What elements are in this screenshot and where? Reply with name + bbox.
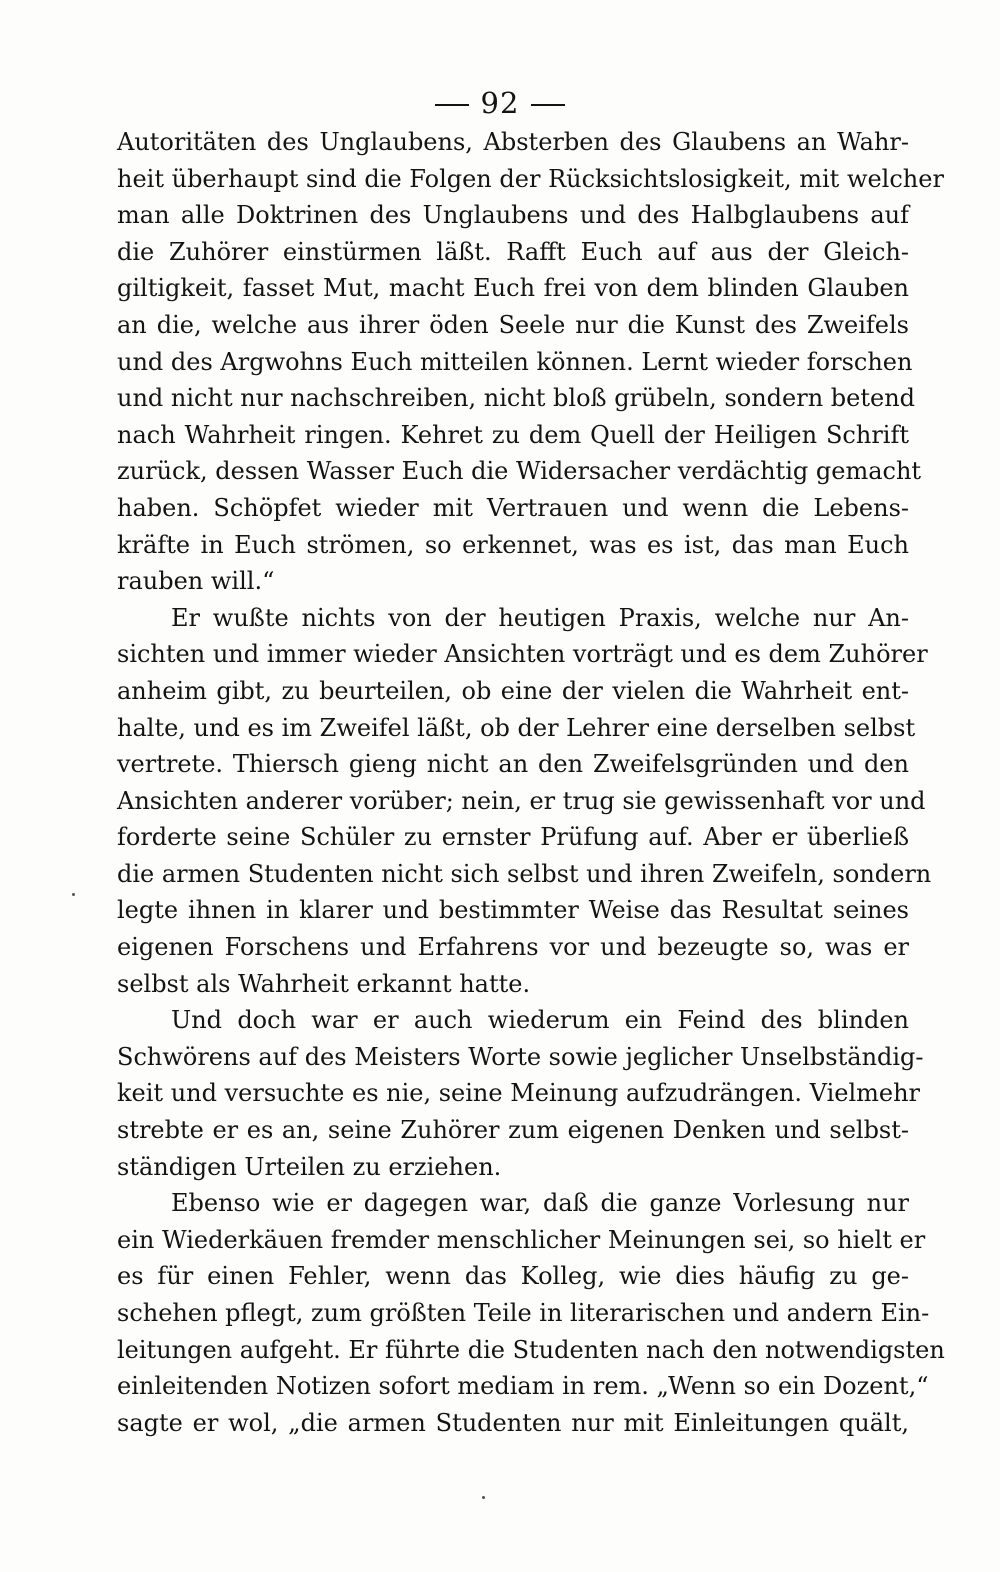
text-line: nach Wahrheit ringen. Kehret zu dem Quell der Heiligen Schrift	[117, 420, 909, 449]
body-text	[117, 124, 945, 1441]
paragraph-1	[117, 124, 944, 600]
text-line: einleitenden Notizen sofort mediam in rem. „Wenn so ein Dozent,“	[117, 1372, 929, 1401]
text-line: Und doch war er auch wiederum ein Feind des blinden	[171, 1006, 909, 1035]
paragraph-4	[117, 1185, 945, 1441]
text-line: Er wußte nichts von der heutigen Praxis, welche nur An-	[171, 603, 909, 632]
text-line: die Zuhörer einstürmen läßt. Rafft Euch auf aus der Gleich-	[117, 237, 909, 266]
text-line: legte ihnen in klarer und bestimmter Weise das Resultat seines	[117, 896, 909, 925]
text-line: keit und versuchte es nie, seine Meinung aufzudrängen. Vielmehr	[117, 1079, 921, 1108]
page-number-dash-left	[435, 104, 469, 106]
text-line: sagte er wol, „die armen Studenten nur mit Einleitungen quält,	[117, 1408, 909, 1437]
text-line: an die, welche aus ihrer öden Seele nur die Kunst des Zweifels	[117, 310, 909, 339]
page-number-text: 92	[480, 86, 520, 120]
text-line: heit überhaupt sind die Folgen der Rücksichtslosigkeit, mit welcher	[117, 164, 944, 193]
text-line: halte, und es im Zweifel läßt, ob der Lehrer eine derselben selbst	[117, 713, 916, 742]
text-line: selbst als Wahrheit erkannt hatte.	[117, 969, 531, 998]
text-line: Ansichten anderer vorüber; nein, er trug sie gewissenhaft vor und	[117, 786, 926, 815]
text-line: ein Wiederkäuen fremder menschlicher Meinungen sei, so hielt er	[117, 1225, 926, 1254]
text-line: Schwörens auf des Meisters Worte sowie jeglicher Unselbständig-	[117, 1042, 924, 1071]
text-line: rauben will.“	[117, 567, 275, 596]
text-line: kräfte in Euch strömen, so erkennet, was es ist, das man Euch	[117, 530, 909, 559]
text-line: ständigen Urteilen zu erziehen.	[117, 1152, 502, 1181]
text-line: anheim gibt, zu beurteilen, ob eine der vielen die Wahrheit ent-	[117, 676, 909, 705]
paragraph-2	[117, 600, 932, 1003]
paper-speck	[482, 1496, 485, 1499]
text-line: Ebenso wie er dagegen war, daß die ganze Vorlesung nur	[171, 1189, 909, 1218]
text-line: eigenen Forschens und Erfahrens vor und bezeugte so, was er	[117, 933, 909, 962]
text-line: strebte er es an, seine Zuhörer zum eigenen Denken und selbst-	[117, 1116, 909, 1145]
text-line: es für einen Fehler, wenn das Kolleg, wie dies häufig zu ge-	[117, 1262, 909, 1291]
text-line: die armen Studenten nicht sich selbst und ihren Zweifeln, sondern	[117, 859, 932, 888]
text-line: Autoritäten des Unglaubens, Absterben des Glaubens an Wahr-	[117, 128, 909, 156]
text-line: und des Argwohns Euch mitteilen können. Lernt wieder forschen	[117, 347, 913, 376]
text-line: vertrete. Thiersch gieng nicht an den Zweifelsgründen und den	[117, 750, 909, 779]
text-line: haben. Schöpfet wieder mit Vertrauen und wenn die Lebens-	[117, 493, 909, 522]
text-line: schehen pflegt, zum größten Teile in literarischen und andern Ein-	[117, 1299, 930, 1327]
text-line: zurück, dessen Wasser Euch die Widersacher verdächtig gemacht	[117, 457, 922, 486]
text-line: forderte seine Schüler zu ernster Prüfung auf. Aber er überließ	[117, 823, 909, 852]
text-line: man alle Doktrinen des Unglaubens und des Halbglaubens auf	[117, 201, 909, 230]
paragraph-3	[117, 1002, 924, 1185]
text-line: leitungen aufgeht. Er führte die Studenten nach den notwendigsten	[117, 1335, 945, 1364]
text-line: und nicht nur nachschreiben, nicht bloß grübeln, sondern betend	[117, 384, 916, 413]
page-number	[0, 86, 1000, 120]
text-line: giltigkeit, fasset Mut, macht Euch frei von dem blinden Glauben	[117, 274, 909, 303]
paper-speck	[72, 893, 75, 896]
text-line: sichten und immer wieder Ansichten vorträgt und es dem Zuhörer	[117, 640, 928, 669]
page-number-dash-right	[531, 104, 565, 106]
